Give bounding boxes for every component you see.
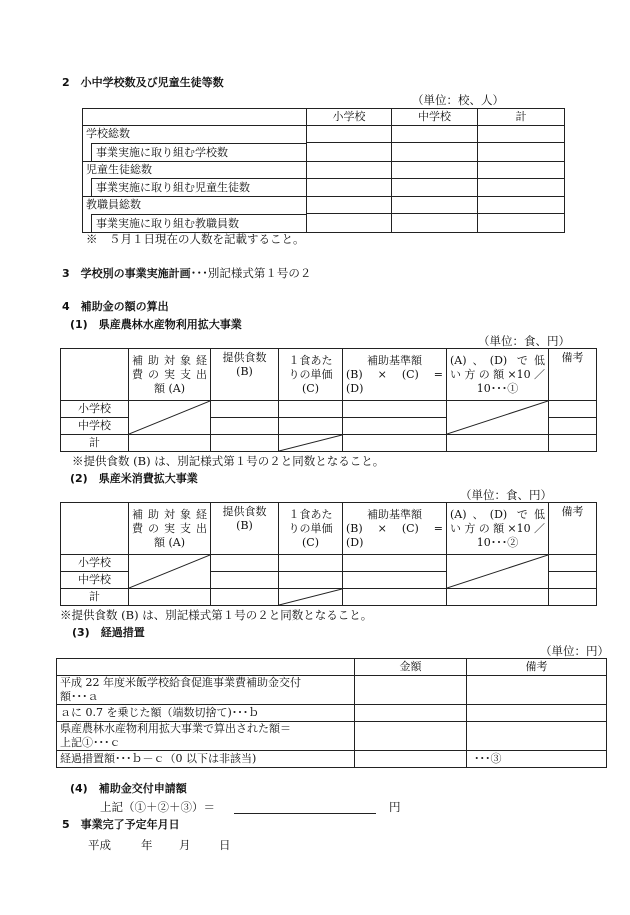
header-blank <box>83 109 307 126</box>
sub1-row-elementary: 小学校 <box>61 401 129 418</box>
sub1-diag-c <box>279 435 343 452</box>
date-month: 月 <box>179 838 191 852</box>
sub1-diag-a <box>129 401 211 435</box>
sub2-note: ※提供食数 (B) は、別記様式第１号の２と同数となること。 <box>60 608 373 622</box>
school-count-table <box>82 108 565 233</box>
sub3-title: (3) 経過措置 <box>72 626 145 639</box>
sub3-unit: （単位：円） <box>540 644 609 658</box>
section-4-title: 4 補助金の額の算出 <box>62 300 169 313</box>
sub2-row-total: 計 <box>61 589 129 606</box>
date-day: 日 <box>219 838 231 852</box>
header-junior-high: 中学校 <box>392 109 478 126</box>
sub3-row-a: 平成 22 年度米飯学校給食促進事業費補助金交付 額･･･ａ <box>57 676 355 705</box>
sub2-header-b: 提供食数 (B) <box>211 503 279 555</box>
sub1-note: ※提供食数 (B) は、別記様式第１号の２と同数となること。 <box>72 454 385 468</box>
section-2-unit: （単位：校、人） <box>412 93 504 107</box>
sub3-row-b: ａに 0.7 を乗じた額（端数切捨て)･･･ｂ <box>57 705 355 722</box>
row-label-indented: 事業実施に取り組む教職員数 <box>83 214 307 233</box>
sub1-diag-e <box>447 401 549 435</box>
sub1-header-b: 提供食数 (B) <box>211 349 279 401</box>
section-2-note: ※ ５月１日現在の人数を記載すること。 <box>86 232 305 246</box>
sub2-header-note: 備考 <box>549 503 597 555</box>
sub1-header-e: (A)、(D) で低 い方の額×10／ 10･･･① <box>447 349 549 401</box>
row-label-indented: 事業実施に取り組む児童生徒数 <box>83 178 307 197</box>
sub1-table <box>60 348 597 452</box>
sub1-header-a: 補助対象経 費の実支出 額 (A) <box>129 349 211 401</box>
header-total: 計 <box>478 109 565 126</box>
section-2-title: 2 小中学校数及び児童生徒等数 <box>62 76 224 89</box>
sub2-row-junior: 中学校 <box>61 572 129 589</box>
sub1-header-c: １食あた りの単価 (C) <box>279 349 343 401</box>
sub4-title: (4) 補助金交付申請額 <box>70 782 187 795</box>
sub3-header-note: 備考 <box>467 659 607 676</box>
sub2-header-blank <box>61 503 129 555</box>
sub1-header-blank <box>61 349 129 401</box>
sub4-formula: 上記（①＋②＋③）＝ <box>100 800 215 814</box>
sub3-row-d: 経過措置額･･･ｂ－ｃ（0 以下は非該当) <box>57 751 355 768</box>
sub1-row-total: 計 <box>61 435 129 452</box>
sub2-diag-c <box>279 589 343 606</box>
sub2-diag-e <box>447 555 549 589</box>
header-elementary: 小学校 <box>307 109 392 126</box>
sub2-header-a: 補助対象経 費の実支出 額 (A) <box>129 503 211 555</box>
sub2-diag-a <box>129 555 211 589</box>
section-3-suffix: ･･･別記様式第１号の２ <box>190 266 312 280</box>
row-label: 教職員総数 <box>83 197 307 214</box>
sub2-title: (2) 県産米消費拡大事業 <box>70 472 198 485</box>
date-era: 平成 <box>88 838 111 852</box>
amount-blank-line <box>234 813 376 814</box>
sub2-header-d: 補助基準額 (B) × (C) = (D) <box>343 503 447 555</box>
sub1-row-junior: 中学校 <box>61 418 129 435</box>
sub1-header-d: 補助基準額 (B) × (C) = (D) <box>343 349 447 401</box>
section-5-title: 5 事業完了予定年月日 <box>62 818 180 831</box>
sub1-header-note: 備考 <box>549 349 597 401</box>
sub2-table <box>60 502 597 606</box>
sub3-header-amount: 金額 <box>355 659 467 676</box>
sub2-row-elementary: 小学校 <box>61 555 129 572</box>
row-label-indented: 事業実施に取り組む学校数 <box>83 143 307 162</box>
sub1-unit: （単位：食、円） <box>478 334 570 348</box>
row-label: 児童生徒総数 <box>83 161 307 178</box>
section-3-line <box>62 266 311 281</box>
sub2-header-e: (A)、(D) で低 い方の額×10／ 10･･･② <box>447 503 549 555</box>
sub2-header-c: １食あた りの単価 (C) <box>279 503 343 555</box>
sub1-title: (1) 県産農林水産物利用拡大事業 <box>70 318 242 331</box>
section-3-title: 3 学校別の事業実施計画 <box>62 267 191 280</box>
sub3-header-blank <box>57 659 355 676</box>
sub3-table <box>56 658 607 768</box>
sub4-yen: 円 <box>389 800 401 814</box>
sub3-row-c: 県産農林水産物利用拡大事業で算出された額＝ 上記①･･･ｃ <box>57 722 355 751</box>
sub2-unit: （単位：食、円） <box>460 488 552 502</box>
sub3-row-d-note: ･･･③ <box>467 751 607 768</box>
row-label: 学校総数 <box>83 126 307 143</box>
date-year: 年 <box>141 838 153 852</box>
